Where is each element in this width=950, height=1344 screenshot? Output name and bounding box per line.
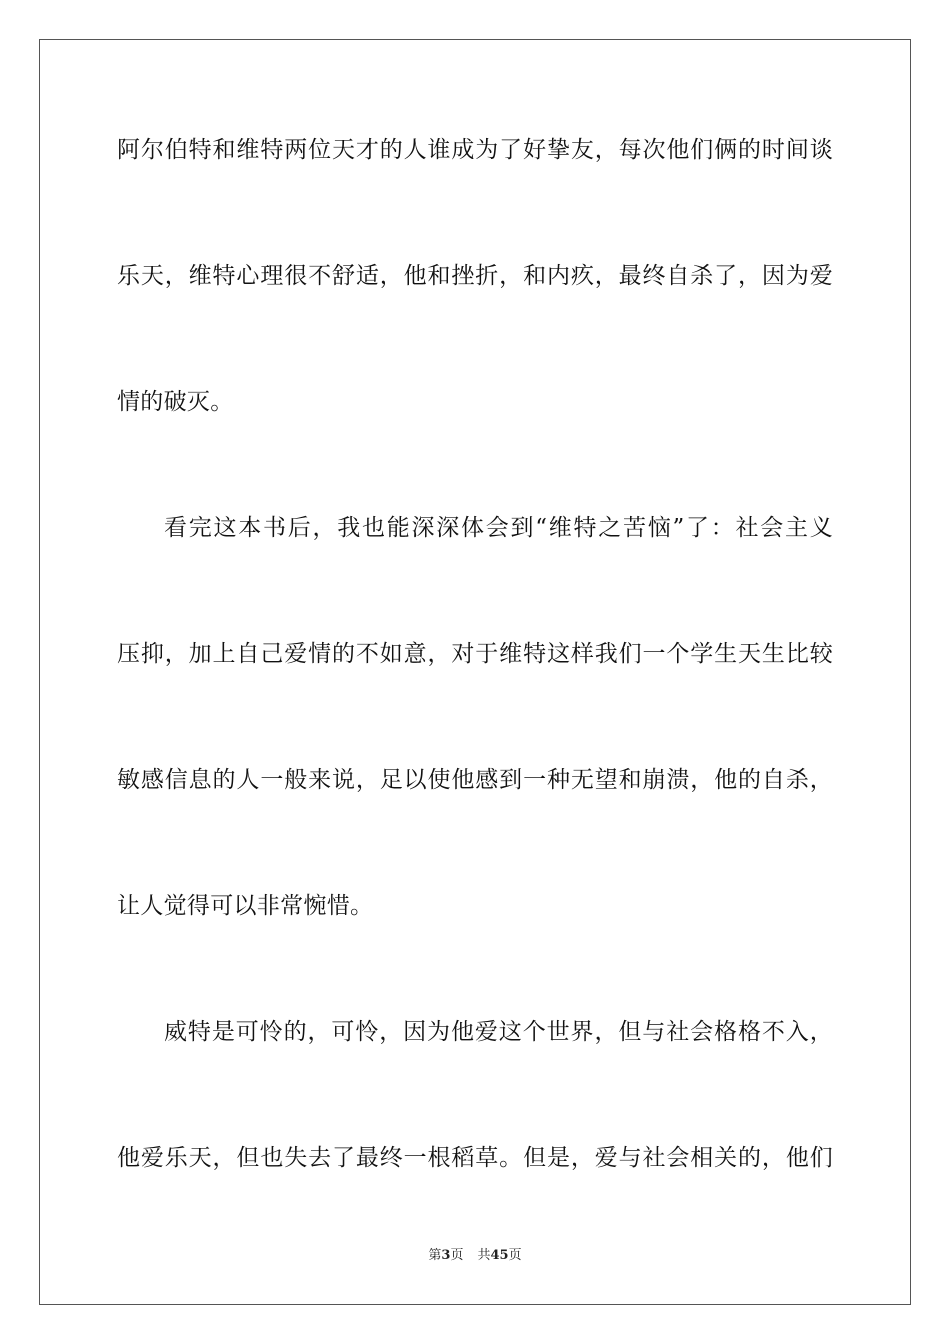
footer-total-pages: 45 [490, 1248, 509, 1263]
footer-total-suffix: 页 [508, 1248, 522, 1263]
paragraph-line-3: 情的破灭。 [117, 389, 234, 415]
page-border [39, 39, 911, 1305]
paragraph-line-6: 敏感信息的人一般来说，足以使他感到一种无望和崩溃，他的自杀， [117, 767, 833, 793]
paragraph-line-7: 让人觉得可以非常惋惜。 [117, 893, 374, 919]
page-footer [0, 1247, 950, 1265]
paragraph-line-1: 阿尔伯特和维特两位天才的人谁成为了好挚友，每次他们俩的时间谈 [117, 137, 833, 163]
footer-page-number: 3 [441, 1248, 451, 1263]
paragraph-line-9: 他爱乐天，但也失去了最终一根稻草。但是，爱与社会相关的，他们 [117, 1145, 833, 1171]
footer-total-prefix: 共 [477, 1248, 491, 1263]
footer-page-suffix: 页 [450, 1248, 464, 1263]
paragraph-line-5: 压抑，加上自己爱情的不如意，对于维特这样我们一个学生天生比较 [117, 641, 833, 667]
paragraph-line-4: 看完这本书后，我也能深深体会到“维特之苦恼”了：社会主义 [164, 515, 833, 541]
paragraph-line-2: 乐天，维特心理很不舒适，他和挫折，和内疚，最终自杀了，因为爱 [117, 263, 833, 289]
footer-page-prefix: 第 [428, 1248, 442, 1263]
paragraph-line-8: 威特是可怜的，可怜，因为他爱这个世界，但与社会格格不入， [164, 1019, 833, 1045]
